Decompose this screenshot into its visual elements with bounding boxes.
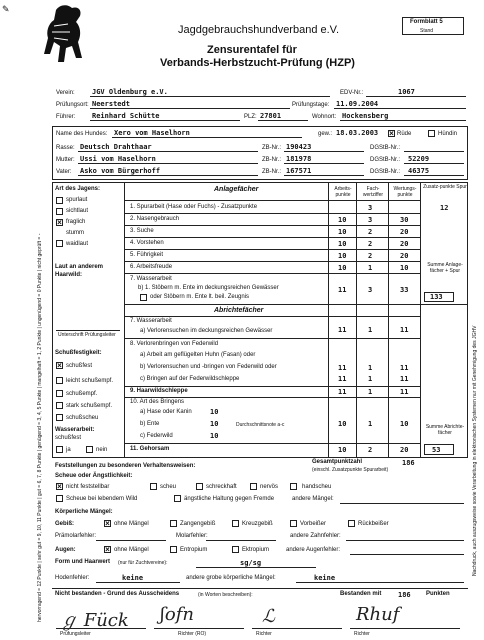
- koerperl-label: andere grobe körperliche Mängel:: [186, 575, 276, 581]
- vater-value: Asko vom Bürgerhoff: [80, 167, 161, 175]
- gebiss-label: Gebiß:: [55, 521, 74, 527]
- scheue-label: Scheue oder Ängstlichkeit:: [55, 473, 133, 479]
- form-value: sg/sg: [240, 559, 262, 567]
- anlage-row-1-label: 1. Spurarbeit (Hase oder Fuchs) - Zusatzpunkte: [130, 204, 258, 210]
- sig-label-pruefungsleiter: Prüfungsleiter: [60, 631, 91, 637]
- unterschrift-label: Unterschrift Prüfungsleiter: [58, 332, 116, 338]
- schreckhaft-checkbox[interactable]: [196, 483, 203, 490]
- ja-checkbox[interactable]: [56, 446, 63, 453]
- fuehrer-value: Reinhard Schütte: [92, 112, 160, 120]
- zangengebiss-checkbox[interactable]: [170, 520, 177, 527]
- anlage-row-6-fw: 1: [368, 264, 373, 272]
- abr-v8c-fw: 1: [368, 375, 373, 383]
- dog-name-label: Name des Hundes:: [56, 131, 108, 137]
- vater-zb-label: ZB-Nr.:: [262, 169, 281, 175]
- wohnort-label: Wohnort:: [312, 114, 337, 120]
- form-note: (nur für Zuchtvereine):: [118, 560, 168, 566]
- sig-label-richter-2: Richter: [354, 631, 370, 637]
- aengstlich-checkbox[interactable]: [174, 495, 181, 502]
- ort-label: Prüfungsort:: [56, 102, 89, 108]
- schussempf-label: schußempf.: [66, 391, 98, 397]
- gesamt-value: 186: [402, 459, 415, 467]
- sig-label-richter-1: Richter: [256, 631, 272, 637]
- spurlaut-label: spurlaut: [66, 197, 88, 203]
- zusatz-header: Zusatz-punkte Spur: [423, 184, 467, 190]
- schussscheu-checkbox[interactable]: [56, 414, 63, 421]
- anlage-row-4-wp: 20: [400, 240, 409, 248]
- nein-checkbox[interactable]: [86, 446, 93, 453]
- abr-w7a-fw: 1: [368, 326, 373, 334]
- summe-anlage-label: Summe Anlage-fächer + Spur: [427, 262, 463, 274]
- ruede-checkbox[interactable]: ×: [389, 129, 394, 138]
- wasser7-fw: 3: [368, 286, 373, 294]
- anlage-row-3-fw: 2: [368, 228, 373, 236]
- schussempf-checkbox[interactable]: [56, 390, 63, 397]
- zb-value: 190423: [286, 143, 312, 151]
- abr-v8b-ap: 11: [338, 364, 347, 372]
- mutter-zb-value: 181978: [286, 155, 312, 163]
- anlage-row-3-label: 3. Suche: [130, 228, 154, 234]
- anlage-row-4-ap: 10: [338, 240, 347, 248]
- sichtlaut-label: sichtlaut: [66, 208, 89, 214]
- dog-name-value: Xero vom Haselhorn: [114, 129, 190, 137]
- art-jagens-label: Art des Jagens:: [55, 186, 101, 192]
- gew-label: gew.:: [318, 131, 333, 137]
- wasser7-b2: oder Stöbern m. Ente lt. beil. Zeugnis: [150, 294, 250, 300]
- scheue-wild-checkbox[interactable]: [56, 495, 63, 502]
- anlage-row-2-wp: 30: [400, 216, 409, 224]
- wasser-label: Wasserarbeit:: [55, 427, 95, 433]
- schussscheu-label: schußscheu: [66, 415, 99, 421]
- abr-w7-label: 7. Wasserarbeit: [130, 318, 172, 324]
- abr-v8b-fw: 1: [368, 364, 373, 372]
- anlage-row-5-fw: 2: [368, 252, 373, 260]
- zb-label: ZB-Nr.:: [262, 145, 281, 151]
- durchschnitt-label: Durchschnittsnote a-c: [236, 422, 285, 428]
- anlage-row-3-ap: 10: [338, 228, 347, 236]
- hoden-label: Hodenfehler:: [55, 575, 90, 581]
- abr-r10-label: 10. Art des Bringens: [130, 399, 185, 405]
- sig-label-richter-ro: Richter (RO): [178, 631, 207, 637]
- wasser-value: schußfest: [55, 435, 82, 441]
- koerper-label: Körperliche Mängel:: [55, 509, 113, 515]
- augen-label: Augen:: [55, 547, 76, 553]
- abr-w7a-label: a) Verlorensuchen im deckungsreichen Gewässer: [140, 328, 273, 334]
- molar-label: Molarfehler:: [176, 533, 208, 539]
- abr-v8c-wp: 11: [400, 375, 409, 383]
- punkten-label: Punkten: [426, 591, 450, 597]
- abrichte-header: Abrichtefächer: [214, 307, 264, 314]
- dgstb-label: DGStB-Nr.:: [370, 145, 401, 151]
- mutter-dgstb-label: DGStB-Nr.:: [370, 157, 401, 163]
- waidlaut-label: waidlaut: [66, 241, 89, 247]
- abr-r10c-label: c) Federwild: [140, 433, 173, 439]
- huendin-label: Hündin: [438, 131, 458, 137]
- ektropium-checkbox[interactable]: [232, 546, 239, 553]
- hoden-value: keine: [122, 574, 144, 582]
- wohnort-value: Hockensberg: [342, 112, 389, 120]
- anlage-row-6-ap: 10: [338, 264, 347, 272]
- side-legend-left: hervorragend = 12 Punkte | sehr gut = 9, 10, 11 Punkte | gut = 6, 7, 8 Punkte | genügend = 3, 4, 5 Punkte | mangelhaft = 1, 2 Punkte | ungenügend = 0 Punkte | nicht geprüft = -: [37, 233, 43, 622]
- abr-v8-label: 8. Verlorenbringen von Federwild: [130, 341, 219, 347]
- abr-r11-wp: 20: [400, 446, 409, 454]
- abr-v8b-label: b) Verlorensuchen und -bringen von Federwild oder: [140, 364, 277, 370]
- fraglich-checkbox[interactable]: ×: [57, 218, 62, 227]
- abr-r9-ap: 11: [338, 388, 347, 396]
- abr-r10-wp: 10: [400, 420, 409, 428]
- mutter-value: Ussi vom Haselhorn: [80, 155, 156, 163]
- feststellungen-label: Feststellungen zu besonderen Verhaltensweisen:: [55, 463, 196, 469]
- kreuzgebiss-label: Kreuzgebiß: [242, 521, 273, 527]
- zahnfehler-label: andere Zahnfehler:: [290, 533, 341, 539]
- bestanden-value: 186: [398, 591, 411, 599]
- scheu-checkbox[interactable]: [150, 483, 157, 490]
- fraglich-label: fraglich: [66, 219, 86, 225]
- bestanden-label: Bestanden mit: [340, 591, 382, 597]
- anlage-row-6-label: 6. Arbeitsfreude: [130, 264, 173, 270]
- rasse-value: Deutsch Drahthaar: [80, 143, 152, 151]
- anlage-row-4-fw: 2: [368, 240, 373, 248]
- tage-label: Prüfungstage:: [292, 102, 330, 108]
- waidlaut-checkbox[interactable]: [56, 240, 63, 247]
- zangengebiss-label: Zangengebiß: [180, 521, 216, 527]
- abr-w7a-wp: 11: [400, 326, 409, 334]
- nicht-feststellbar-label: nicht feststellbar: [66, 484, 110, 490]
- ruede-label: Rüde: [397, 131, 412, 137]
- leicht-schussempf-label: leicht schußempf.: [66, 378, 114, 384]
- wasser7-label: 7. Wasserarbeit: [130, 276, 172, 282]
- signature-richter-1: ℒ: [262, 606, 275, 627]
- abr-r9-fw: 1: [368, 388, 373, 396]
- nervoes-label: nervös: [260, 484, 279, 490]
- ja-label: ja: [66, 447, 71, 453]
- abr-r11-fw: 2: [368, 446, 373, 454]
- schrift-label: (in Worten beschreiben):: [198, 592, 253, 598]
- handscheu-label: handscheu: [302, 484, 332, 490]
- entropium-checkbox[interactable]: [170, 546, 177, 553]
- anlage-row-5-ap: 10: [338, 252, 347, 260]
- gew-value: 18.03.2003: [336, 129, 379, 137]
- ort-value: Neerstedt: [92, 100, 130, 108]
- vorbeisser-label: Vorbeißer: [300, 521, 327, 527]
- abr-r10a-value: 10: [210, 408, 219, 416]
- mutter-label: Mutter:: [56, 157, 75, 163]
- anlage-row-3-wp: 20: [400, 228, 409, 236]
- wasser7-ap: 11: [338, 286, 347, 294]
- gebiss-ohne-label: ohne Mängel: [114, 521, 149, 527]
- augenfehler-label: andere Augenfehler:: [286, 547, 341, 553]
- andere-maengel-label: andere Mängel:: [292, 496, 334, 502]
- arbeitspunkte-header: Arbeits-punkte: [334, 186, 352, 198]
- scheue-wild-label: Scheue bei lebendem Wild: [66, 496, 138, 502]
- abr-w7a-ap: 11: [338, 326, 347, 334]
- anlage-row-2-label: 2. Nasengebrauch: [130, 216, 180, 222]
- edv-label: EDV-Nr.:: [340, 90, 364, 96]
- wertungspunkte-header: Wertungs-punkte: [393, 186, 417, 198]
- kreuzgebiss-checkbox[interactable]: [232, 520, 239, 527]
- koerperl-value: keine: [314, 574, 336, 582]
- vater-zb-value: 167571: [286, 167, 312, 175]
- haarwild-label: Haarwild:: [55, 272, 83, 278]
- org-name: Jagdgebrauchshundverband e.V.: [178, 24, 340, 36]
- abr-v8b-wp: 11: [400, 364, 409, 372]
- ektropium-label: Ektropium: [242, 547, 270, 553]
- mutter-zb-label: ZB-Nr.:: [262, 157, 281, 163]
- praemolar-label: Prämolarfehler:: [55, 533, 97, 539]
- handscheu-checkbox[interactable]: [290, 483, 297, 490]
- stumm-label: stumm: [66, 230, 84, 236]
- stark-schussempf-checkbox[interactable]: [56, 402, 63, 409]
- nervoes-checkbox[interactable]: [250, 483, 257, 490]
- wasser7-b2-checkbox[interactable]: [140, 294, 147, 301]
- jghv-logo: [38, 2, 96, 72]
- abr-r9-label: 9. Haarwildschleppe: [130, 388, 188, 394]
- form-label: Form und Haarwert: [55, 559, 111, 565]
- side-legend-right: Nachdruck, auch auszugsweise sowie Verarbeitung in elektronischen Systemen nur mit Genehmigung des JGHV: [472, 325, 478, 576]
- vorbeisser-checkbox[interactable]: [290, 520, 297, 527]
- abr-r10-fw: 1: [368, 420, 373, 428]
- schussfest-checkbox[interactable]: ×: [57, 361, 62, 370]
- wasser7-b1: b) 1. Stöbern m. Ente im deckungsreichen Gewässer: [138, 285, 279, 291]
- mutter-dgstb-value: 52209: [408, 155, 430, 163]
- formblatt-label: Formblatt 5: [410, 19, 443, 25]
- anlage-row-5-label: 5. Führigkeit: [130, 252, 164, 258]
- vater-label: Vater:: [56, 169, 72, 175]
- anlage-header: Anlagefächer: [214, 186, 259, 193]
- rasse-label: Rasse:: [56, 145, 75, 151]
- aengstlich-label: ängstliche Haltung gegen Fremde: [184, 496, 275, 502]
- verein-label: Verein:: [56, 90, 75, 96]
- abr-r10-ap: 10: [338, 420, 347, 428]
- entropium-label: Entropium: [180, 547, 208, 553]
- rueckbeisser-label: Rückbeißer: [358, 521, 389, 527]
- schreckhaft-label: schreckhaft: [206, 484, 237, 490]
- summe-abrichte-value: 53: [432, 446, 441, 454]
- edv-value: 1067: [398, 88, 415, 96]
- nicht-bestanden-label: Nicht bestanden - Grund des Ausscheidens: [55, 591, 180, 597]
- anlage-row-2-fw: 3: [368, 216, 373, 224]
- anlage-row-5-wp: 20: [400, 252, 409, 260]
- anlage-row-6-wp: 10: [400, 264, 409, 272]
- sichtlaut-checkbox[interactable]: [56, 208, 63, 215]
- anlage-row-1-zp: 12: [440, 204, 449, 212]
- schussfestigkeit-label: Schußfestigkeit:: [55, 350, 102, 356]
- abr-r11-ap: 10: [338, 446, 347, 454]
- signature-richter-2: Rhuf: [356, 604, 400, 625]
- summe-abrichte-label: Summe Abrichte-fächer: [425, 424, 465, 436]
- gesamt-note: (einschl. Zusatzpunkte Spurarbeit): [312, 467, 389, 473]
- vater-dgstb-value: 46375: [408, 167, 430, 175]
- vater-dgstb-label: DGStB-Nr.:: [370, 169, 401, 175]
- plz-value: 27801: [260, 112, 282, 120]
- summe-anlage-value: 133: [430, 293, 443, 301]
- abr-v8a-label: a) Arbeit am geflügelten Huhn (Fasan) oder: [140, 352, 256, 358]
- verein-value: JGV Oldenburg e.V.: [92, 88, 168, 96]
- abr-r10b-value: 10: [210, 420, 219, 428]
- augen-ohne-label: ohne Mängel: [114, 547, 149, 553]
- abr-r10a-label: a) Hase oder Kanin: [140, 409, 192, 415]
- wasser7-wp: 33: [400, 286, 409, 294]
- abr-r11-label: 11. Gehorsam: [130, 446, 170, 452]
- gebiss-ohne-checkbox[interactable]: ×: [105, 519, 110, 528]
- scheu-label: scheu: [160, 484, 177, 490]
- anlage-row-1-fw: 3: [368, 204, 373, 212]
- laut-an-label: Laut an anderem: [55, 264, 104, 270]
- rueckbeisser-checkbox[interactable]: [348, 520, 355, 527]
- nicht-feststellbar-checkbox[interactable]: ×: [57, 482, 62, 491]
- abr-v8c-ap: 11: [338, 375, 347, 383]
- abr-v8c-label: c) Bringen auf der Federwildschleppe: [140, 376, 240, 382]
- corner-mark: ✎: [2, 4, 10, 14]
- gesamt-label: Gesamtpunktzahl: [312, 459, 363, 465]
- anlage-row-2-ap: 10: [338, 216, 347, 224]
- tage-value: 11.09.2004: [336, 100, 379, 108]
- leicht-schussempf-checkbox[interactable]: [56, 377, 63, 384]
- signature-pruefungsleiter: ℊ Fück: [60, 610, 129, 631]
- huendin-checkbox[interactable]: [428, 130, 435, 137]
- spurlaut-checkbox[interactable]: [56, 197, 63, 204]
- anlage-row-4-label: 4. Vorstehen: [130, 240, 164, 246]
- augen-ohne-checkbox[interactable]: ×: [105, 545, 110, 554]
- signature-richter-ro: ʃofn: [160, 604, 194, 625]
- abr-r9-wp: 11: [400, 388, 409, 396]
- schussfest-label: schußfest: [66, 363, 93, 369]
- title-line-1: Zensurentafel für: [207, 44, 297, 56]
- fachwertziffer-header: Fach-wertziffer: [362, 186, 384, 198]
- stark-schussempf-label: stark schußempf.: [66, 403, 113, 409]
- stand-label: Stand: [420, 28, 434, 34]
- abr-r10b-label: b) Ente: [140, 421, 160, 427]
- plz-label: PLZ:: [244, 114, 257, 120]
- title-line-2: Verbands-Herbstzucht-Prüfung (HZP): [160, 57, 355, 69]
- abr-r10c-value: 10: [210, 432, 219, 440]
- nein-label: nein: [96, 447, 108, 453]
- fuehrer-label: Führer:: [56, 114, 76, 120]
